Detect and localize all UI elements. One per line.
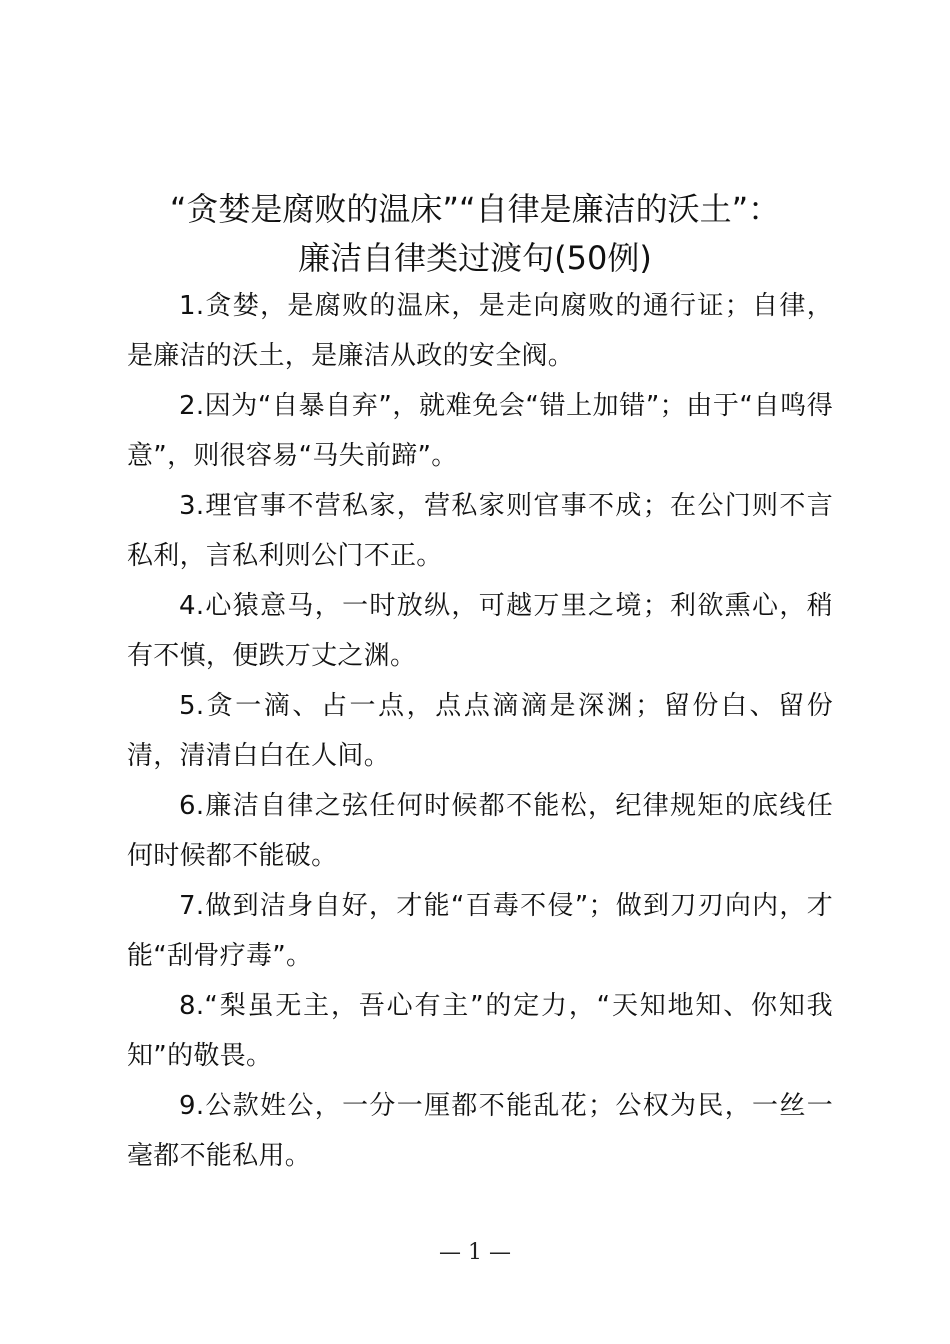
paragraph-7: 7.做到洁身自好，才能“百毒不侵”；做到刀刃向内，才能“刮骨疗毒”。	[127, 891, 833, 971]
paragraph-9: 9.公款姓公，一分一厘都不能乱花；公权为民，一丝一毫都不能私用。	[127, 1091, 833, 1171]
paragraph-3: 3.理官事不营私家，营私家则官事不成；在公门则不言私利，言私利则公门不正。	[127, 491, 833, 571]
paragraph-4: 4.心猿意马，一时放纵，可越万里之境；利欲熏心，稍有不慎，便跌万丈之渊。	[127, 591, 833, 671]
page-number: — 1 —	[439, 1240, 511, 1265]
paragraph-6: 6.廉洁自律之弦任何时候都不能松，纪律规矩的底线任何时候都不能破。	[127, 791, 833, 871]
paragraph-2: 2.因为“自暴自弃”，就难免会“错上加错”；由于“自鸣得意”，则很容易“马失前蹄”。	[127, 391, 833, 471]
paragraph-8: 8.“梨虽无主，吾心有主”的定力，“天知地知、你知我知”的敬畏。	[127, 991, 833, 1071]
document-body	[127, 281, 833, 1181]
paragraph-1: 1.贪婪，是腐败的温床，是走向腐败的通行证；自律，是廉洁的沃土，是廉洁从政的安全阀。	[127, 291, 833, 371]
document-title-line-2: 廉洁自律类过渡句(50例)	[298, 239, 652, 277]
paragraph-5: 5.贪一滴、占一点，点点滴滴是深渊；留份白、留份清，清清白白在人间。	[127, 691, 833, 771]
document-title-line-1: “贪婪是腐败的温床”“自律是廉洁的沃土”：	[169, 190, 781, 228]
